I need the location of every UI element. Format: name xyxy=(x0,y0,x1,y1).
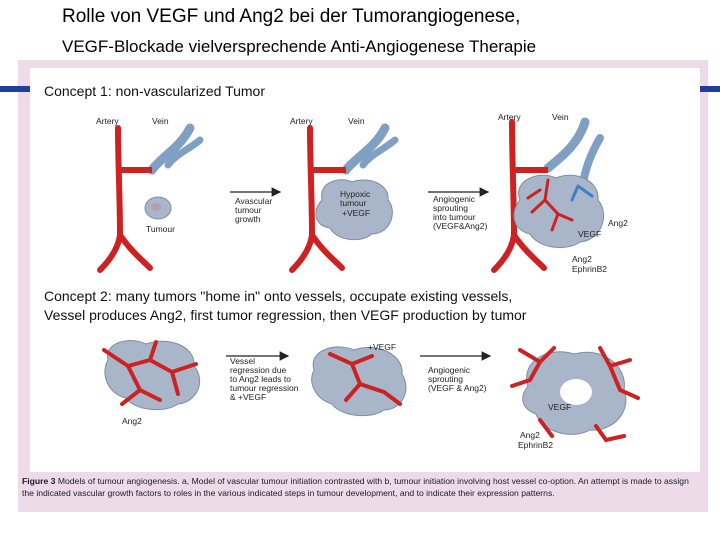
label-artery-2: Artery xyxy=(290,116,313,126)
label-vessel-3: to Ang2 leads to xyxy=(230,374,291,384)
label-vessel-2: regression due xyxy=(230,365,287,375)
label-ang2-d: Ang2 xyxy=(520,430,540,440)
caption-line2: the indicated vascular growth factors to roles in the various indicated steps in tumour development, and to indicate their expression patterns. xyxy=(22,488,555,498)
label-angio2-2: sprouting xyxy=(428,374,463,384)
label-avascular-1: Avascular xyxy=(235,196,273,206)
label-vein-2: Vein xyxy=(348,116,365,126)
stage1-artery xyxy=(100,128,120,270)
label-angio1-4: (VEGF&Ang2) xyxy=(433,221,488,231)
label-artery-1: Artery xyxy=(96,116,119,126)
label-tumour: Tumour xyxy=(146,224,175,234)
label-angio1-1: Angiogenic xyxy=(433,194,476,204)
label-vein-3: Vein xyxy=(552,112,569,122)
slide-title-line2: VEGF-Blockade vielversprechende Anti-Angiogenese Therapie xyxy=(62,37,537,56)
label-angio2-3: (VEGF & Ang2) xyxy=(428,383,487,393)
label-vein-1: Vein xyxy=(152,116,169,126)
label-tumour-mid: tumour xyxy=(340,198,367,208)
label-vegf-plus: +VEGF xyxy=(342,208,371,218)
label-vegf: VEGF xyxy=(578,229,602,239)
figure-caption xyxy=(22,475,698,499)
label-artery-3: Artery xyxy=(498,112,521,122)
concept1-heading: Concept 1: non-vascularized Tumor xyxy=(44,83,265,99)
label-ang2-c: Ang2 xyxy=(122,416,142,426)
label-angio1-3: into tumour xyxy=(433,212,476,222)
label-vegf-c: +VEGF xyxy=(368,342,397,352)
label-vessel-4: tumour regression xyxy=(230,383,299,393)
label-vessel-5: & +VEGF xyxy=(230,392,267,402)
caption-line1: Models of tumour angiogenesis. a, Model of vascular tumour initiation contrasted with b, tumour initiation involving host vessel co-option. An attempt is made to assign xyxy=(57,476,689,486)
label-hypoxic: Hypoxic xyxy=(340,189,371,199)
label-avascular-3: growth xyxy=(235,214,261,224)
concept2-heading-line1: Concept 2: many tumors "home in" onto vessels, occupate existing vessels, xyxy=(44,288,513,304)
label-vessel-1: Vessel xyxy=(230,356,256,366)
concept2-heading-line2: Vessel produces Ang2, first tumor regression, then VEGF production by tumor xyxy=(44,307,527,323)
label-ang2: Ang2 xyxy=(608,218,628,228)
label-ephrinb2-d: EphrinB2 xyxy=(518,440,553,450)
label-ephrinb2: EphrinB2 xyxy=(572,264,607,274)
caption-label: Figure 3 xyxy=(22,476,56,486)
label-vegf-d: VEGF xyxy=(548,402,572,412)
label-angio1-2: sprouting xyxy=(433,203,468,213)
label-angio2-1: Angiogenic xyxy=(428,365,471,375)
slide-title-line1: Rolle von VEGF und Ang2 bei der Tumorangiogenese, xyxy=(62,6,521,27)
label-ang2-b: Ang2 xyxy=(572,254,592,264)
label-avascular-2: tumour xyxy=(235,205,262,215)
